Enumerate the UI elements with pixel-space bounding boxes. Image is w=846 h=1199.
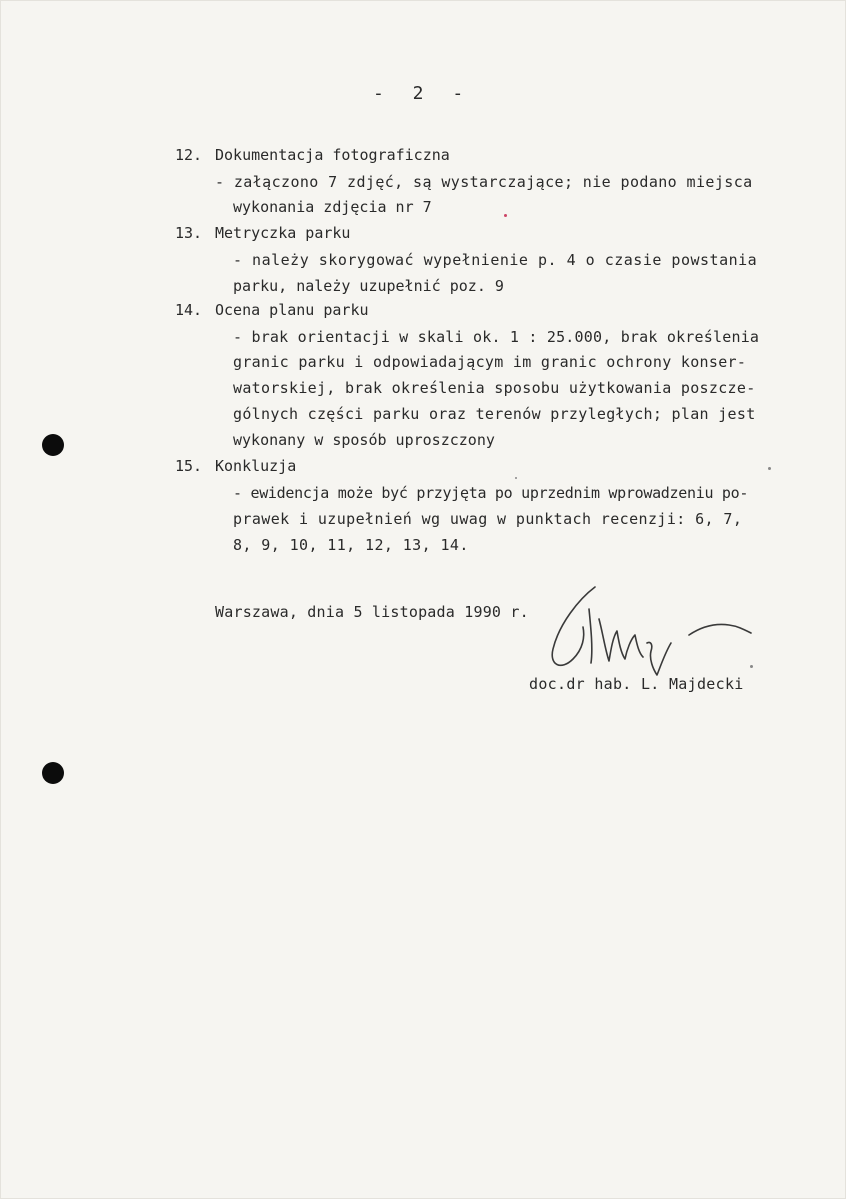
item-text-12-line-2: wykonania zdjęcia nr 7 [233,198,432,216]
item-title-12: Dokumentacja fotograficzna [215,146,450,164]
punch-hole-bottom [42,762,64,784]
item-text-12-line-1: - załączono 7 zdjęć, są wystarczające; nie podano miejsca [215,173,753,191]
item-title-15: Konkluzja [215,457,297,475]
date-line: Warszawa, dnia 5 listopada 1990 r. [215,603,529,621]
item-title-13: Metryczka parku [215,224,351,242]
item-number-12: 12. [175,146,203,164]
item-number-13: 13. [175,224,203,242]
item-text-14-line-2: granic parku i odpowiadającym im granic ochrony konser- [233,353,747,371]
item-number-14: 14. [175,301,203,319]
item-text-15-line-1: - ewidencja może być przyjęta po uprzednim wprowadzeniu po- [233,484,749,502]
item-text-15-line-2: prawek i uzupełnień wg uwag w punktach recenzji: 6, 7, [233,510,743,528]
item-text-15-line-3: 8, 9, 10, 11, 12, 13, 14. [233,536,469,554]
item-text-14-line-4: gólnych części parku oraz terenów przyległych; plan jest [233,405,756,423]
page-number: - 2 - [373,83,473,104]
item-title-14: Ocena planu parku [215,301,369,319]
item-text-14-line-1: - brak orientacji w skali ok. 1 : 25.000, brak określenia [233,328,760,346]
paper-speck [504,214,507,217]
paper-speck [515,477,517,479]
item-text-13-line-1: - należy skorygować wypełnienie p. 4 o czasie powstania [233,251,758,269]
paper-speck [768,467,771,470]
item-text-14-line-3: watorskiej, brak określenia sposobu użytkowania poszcze- [233,379,756,397]
item-number-15: 15. [175,457,203,475]
punch-hole-top [42,434,64,456]
item-text-14-line-5: wykonany w sposób uproszczony [233,431,495,449]
handwritten-signature [539,579,771,679]
signatory-name: doc.dr hab. L. Majdecki [529,675,744,693]
item-text-13-line-2: parku, należy uzupełnić poz. 9 [233,277,504,295]
